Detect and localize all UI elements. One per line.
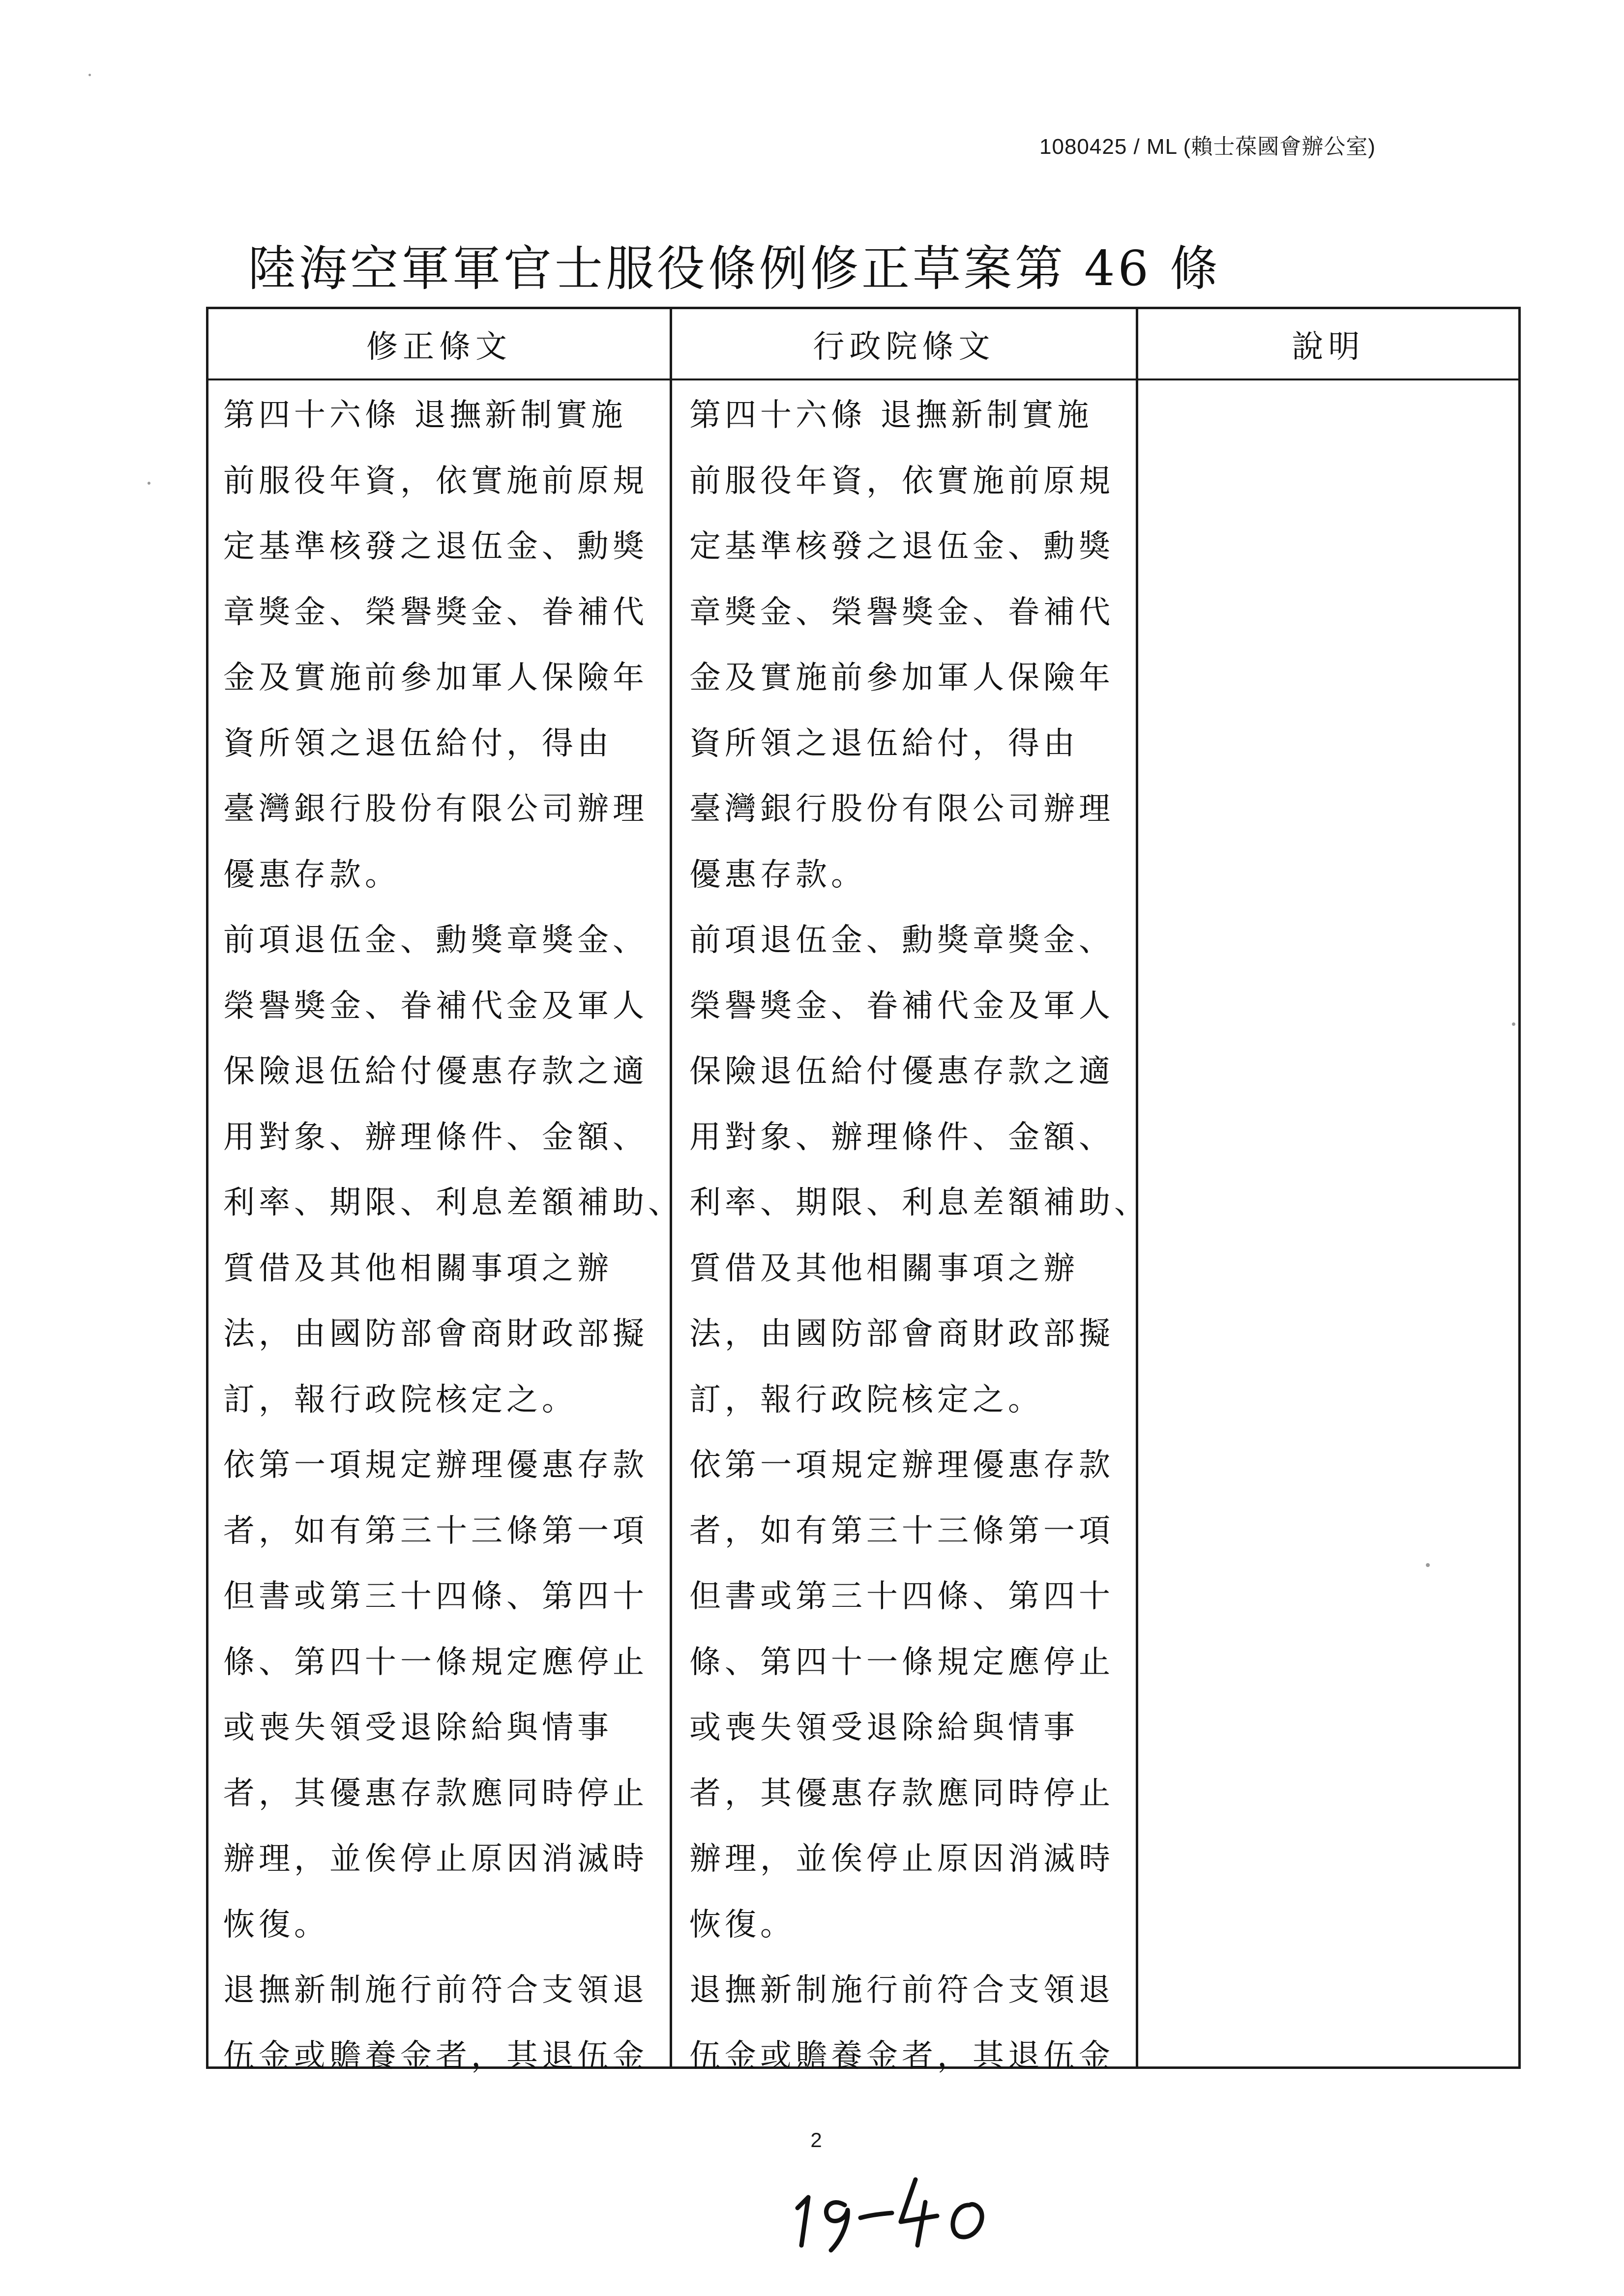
text-line: 榮譽獎金、眷補代金及軍人 xyxy=(223,988,648,1024)
header-explanation: 說明 xyxy=(1292,328,1365,365)
text-line: 保險退伍給付優惠存款之適 xyxy=(223,1053,648,1090)
text-line: 章獎金、榮譽獎金、眷補代 xyxy=(689,594,1114,631)
header-amended-text: 修正條文 xyxy=(366,328,512,365)
text-line: 利率、期限、利息差額補助、 xyxy=(223,1185,683,1221)
text-line: 但書或第三十四條、第四十 xyxy=(223,1578,648,1615)
text-line: 條、第四十一條規定應停止 xyxy=(689,1644,1114,1681)
text-line: 者，其優惠存款應同時停止 xyxy=(223,1775,648,1812)
text-line: 資所領之退伍給付，得由 xyxy=(223,725,613,762)
scan-speck xyxy=(148,482,150,485)
text-line: 優惠存款。 xyxy=(689,856,866,893)
text-line: 退撫新制施行前符合支領退 xyxy=(689,1972,1114,2008)
text-line: 依第一項規定辦理優惠存款 xyxy=(223,1447,648,1483)
text-line: 用對象、辦理條件、金額、 xyxy=(689,1119,1114,1156)
text-line: 前項退伍金、勳獎章獎金、 xyxy=(689,922,1114,959)
text-line: 第四十六條 退撫新制實施 xyxy=(689,397,1093,434)
text-line: 前服役年資，依實施前原規 xyxy=(689,463,1114,499)
page-number: 2 xyxy=(810,2128,822,2151)
text-line: 條、第四十一條規定應停止 xyxy=(223,1644,648,1681)
text-line: 訂，報行政院核定之。 xyxy=(223,1381,577,1418)
text-line: 辦理，並俟停止原因消滅時 xyxy=(223,1841,648,1877)
text-line: 優惠存款。 xyxy=(223,856,400,893)
text-line: 金及實施前參加軍人保險年 xyxy=(689,660,1114,696)
text-line: 訂，報行政院核定之。 xyxy=(689,1381,1043,1418)
handwritten-note-graphic xyxy=(787,2163,1023,2261)
text-line: 質借及其他相關事項之辦 xyxy=(689,1250,1079,1287)
text-line: 利率、期限、利息差額補助、 xyxy=(689,1185,1150,1221)
text-line: 臺灣銀行股份有限公司辦理 xyxy=(689,791,1114,827)
executive-yuan-text-column xyxy=(689,383,1150,2089)
text-line: 恢復。 xyxy=(223,1906,329,1943)
text-line: 定基準核發之退伍金、勳獎 xyxy=(223,528,648,565)
text-line: 前項退伍金、勳獎章獎金、 xyxy=(223,922,648,959)
text-line: 用對象、辦理條件、金額、 xyxy=(223,1119,648,1156)
text-line: 辦理，並俟停止原因消滅時 xyxy=(689,1841,1114,1877)
text-line: 者，如有第三十三條第一項 xyxy=(223,1512,648,1549)
text-line: 但書或第三十四條、第四十 xyxy=(689,1578,1114,1615)
text-line: 者，其優惠存款應同時停止 xyxy=(689,1775,1114,1812)
scan-speck xyxy=(1426,1563,1430,1567)
text-line: 法，由國防部會商財政部擬 xyxy=(223,1316,648,1352)
text-line: 保險退伍給付優惠存款之適 xyxy=(689,1053,1114,1090)
text-line: 法，由國防部會商財政部擬 xyxy=(689,1316,1114,1352)
text-line: 伍金或贍養金者，其退伍金 xyxy=(689,2037,1114,2074)
text-line: 者，如有第三十三條第一項 xyxy=(689,1512,1114,1549)
text-line: 依第一項規定辦理優惠存款 xyxy=(689,1447,1114,1483)
text-line: 或喪失領受退除給與情事 xyxy=(223,1710,613,1746)
text-line: 章獎金、榮譽獎金、眷補代 xyxy=(223,594,648,631)
text-line: 前服役年資，依實施前原規 xyxy=(223,463,648,499)
text-line: 臺灣銀行股份有限公司辦理 xyxy=(223,791,648,827)
text-line: 伍金或贍養金者，其退伍金 xyxy=(223,2037,648,2074)
document-title: 陸海空軍軍官士服役條例修正草案第 46 條 xyxy=(248,241,1221,297)
text-line: 定基準核發之退伍金、勳獎 xyxy=(689,528,1114,565)
text-line: 第四十六條 退撫新制實施 xyxy=(223,397,627,434)
text-line: 質借及其他相關事項之辦 xyxy=(223,1250,613,1287)
text-line: 金及實施前參加軍人保險年 xyxy=(223,660,648,696)
scan-speck xyxy=(89,74,91,76)
comparison-table xyxy=(206,307,1521,2074)
office-reference-note: 1080425 / ML (賴士葆國會辦公室) xyxy=(1039,135,1376,159)
text-line: 退撫新制施行前符合支領退 xyxy=(223,1972,648,2008)
scan-speck xyxy=(1512,1022,1515,1026)
text-line: 恢復。 xyxy=(689,1906,796,1943)
text-line: 榮譽獎金、眷補代金及軍人 xyxy=(689,988,1114,1024)
text-line: 資所領之退伍給付，得由 xyxy=(689,725,1079,762)
header-executive-yuan-text: 行政院條文 xyxy=(813,328,995,365)
header-divider xyxy=(208,378,1518,380)
text-line: 或喪失領受退除給與情事 xyxy=(689,1710,1079,1746)
amended-text-column xyxy=(223,383,683,2089)
